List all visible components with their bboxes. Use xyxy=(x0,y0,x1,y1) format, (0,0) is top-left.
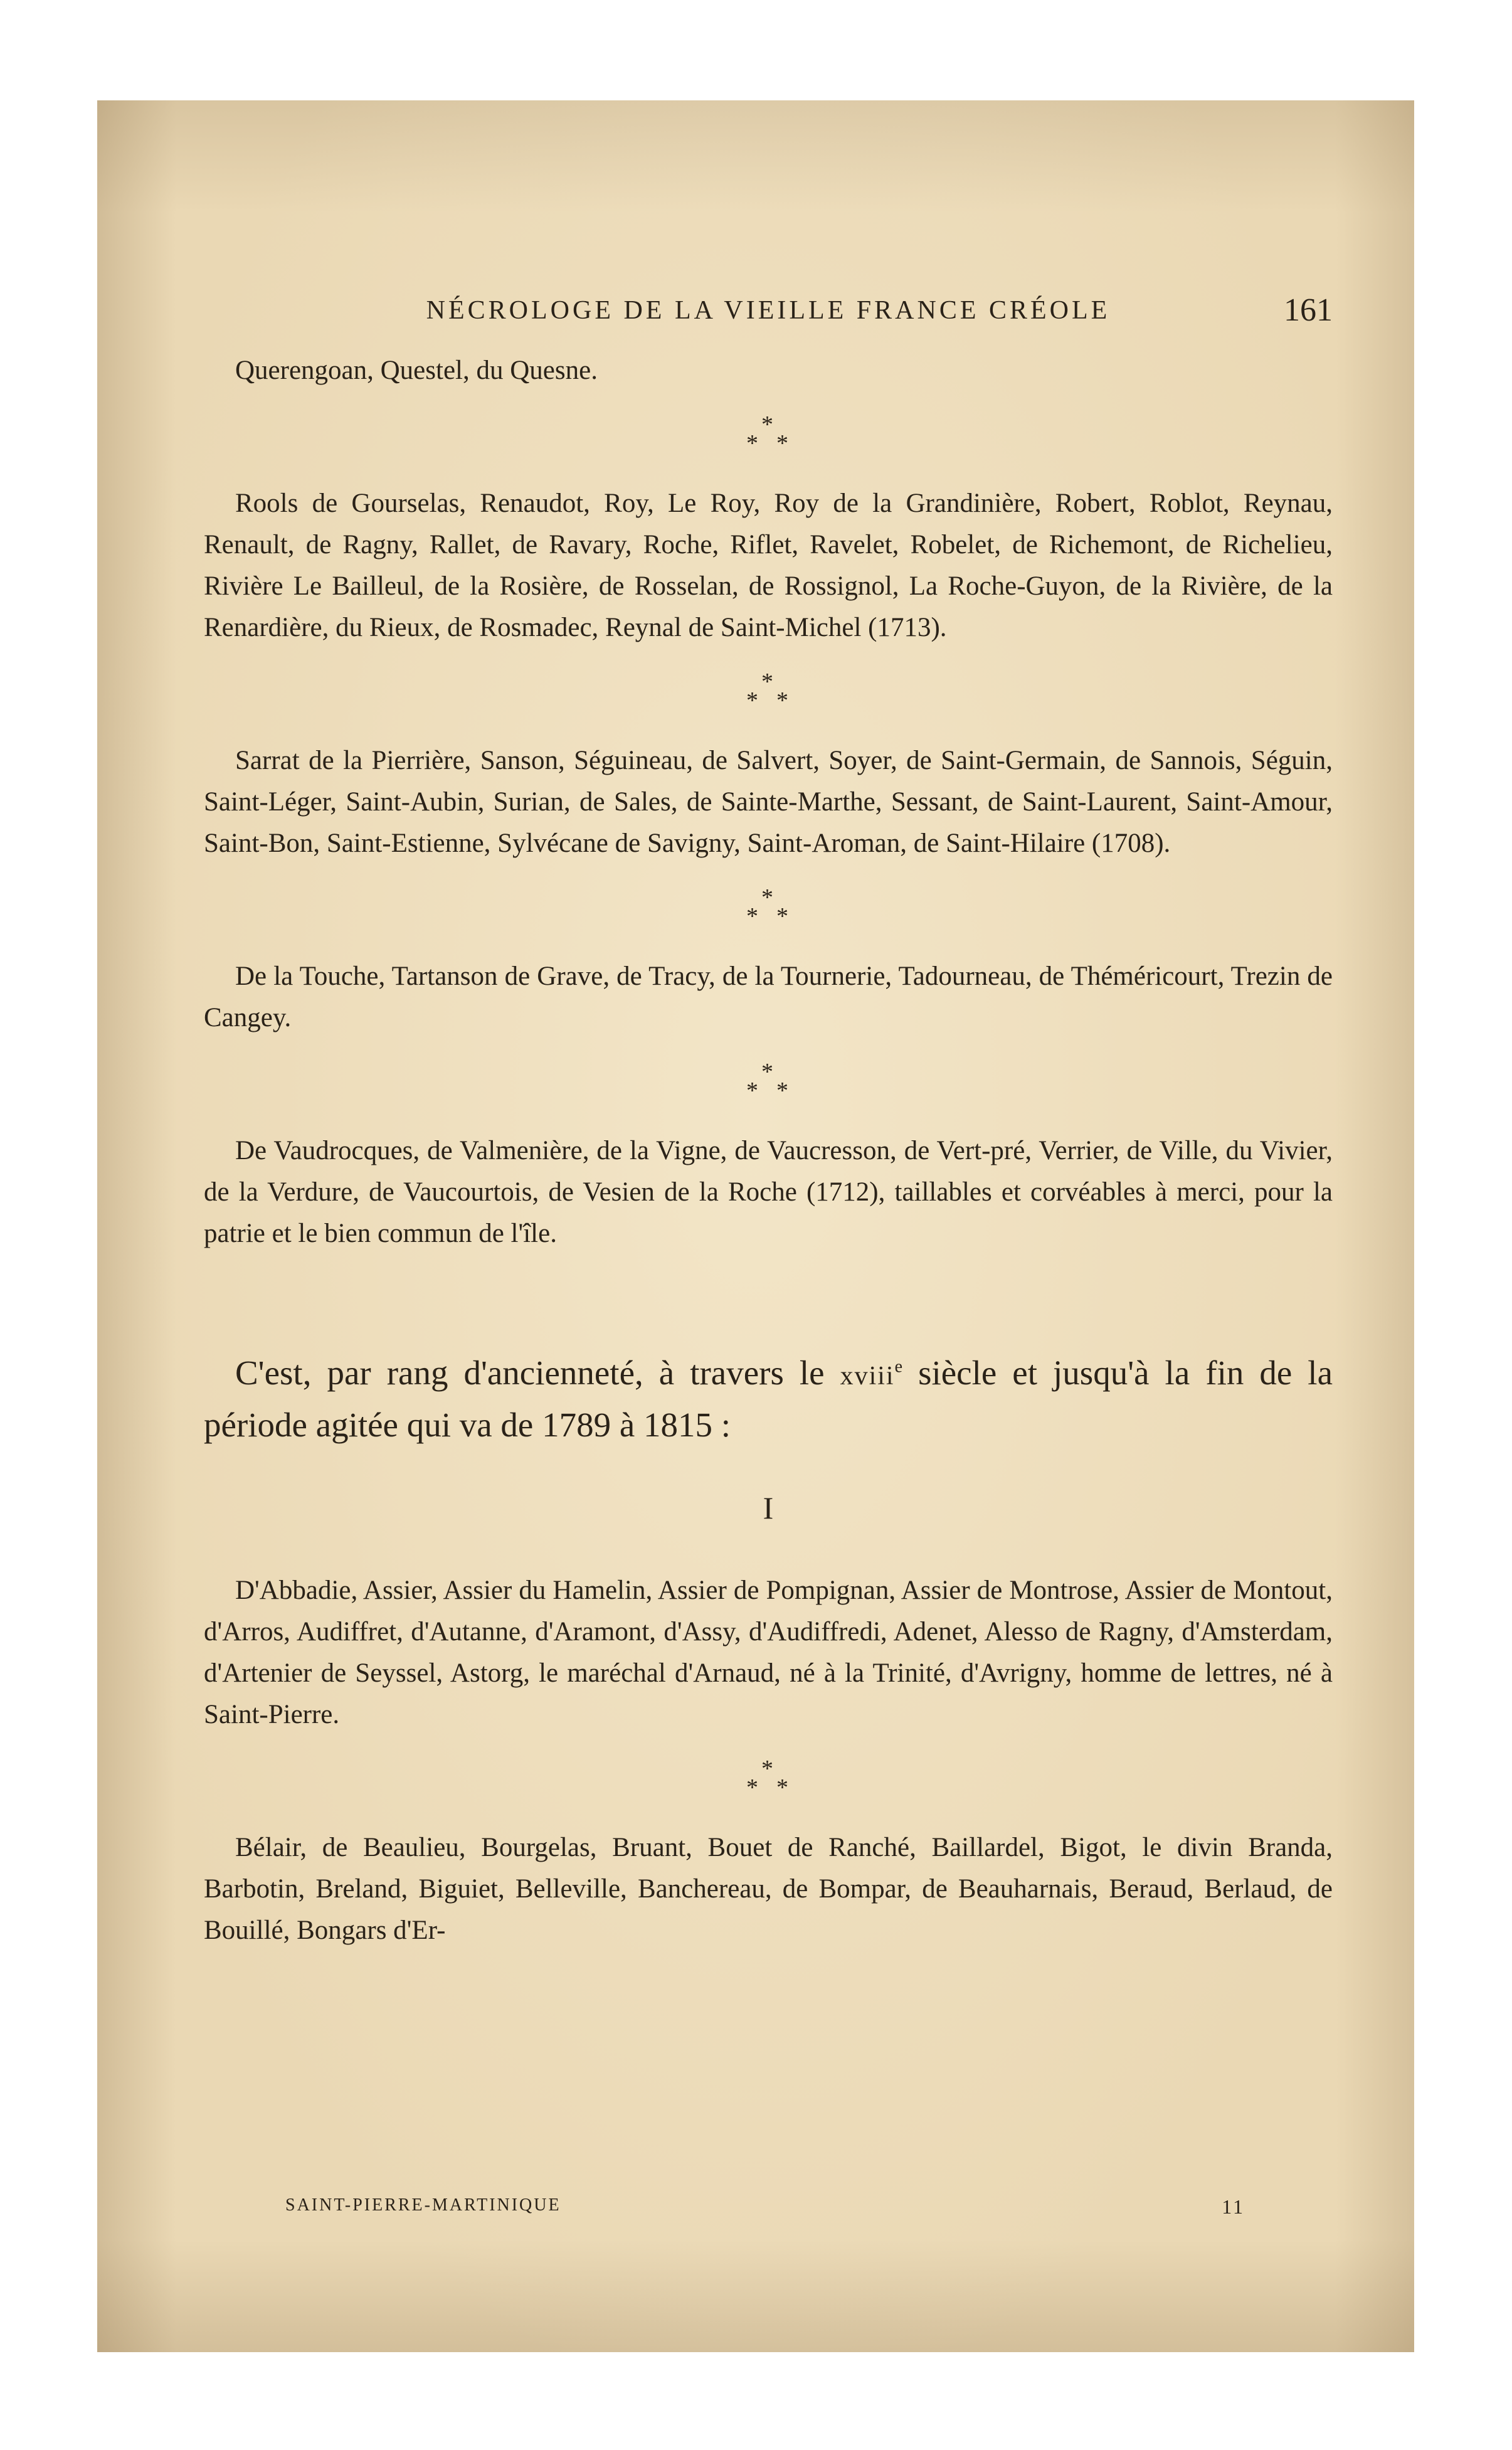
asterisk-glyph: * xyxy=(761,1059,773,1085)
asterisk-glyph: * xyxy=(761,884,773,911)
paragraph-q: Querengoan, Questel, du Quesne. xyxy=(235,356,598,385)
asterism-divider xyxy=(737,1060,800,1106)
paragraph-s: Sarrat de la Pierrière, Sanson, Séguineau, de Salvert, Soyer, de Saint-Germain, de Sannois, Séguin, Saint-Léger, Saint-Aubin, Surian, de Sales, de Sainte-Marthe, Sessant, de Saint-Laurent, Saint-Amour, Saint-Bon, Saint-Estienne, Sylvécane de Savigny, Saint-Aroman, de Saint-Hilaire (1708). xyxy=(204,746,1333,858)
asterisk-glyph: * xyxy=(746,1774,758,1801)
intro-paragraph xyxy=(204,1349,1333,1450)
asterism-divider xyxy=(737,886,800,932)
asterisk-glyph: * xyxy=(776,430,788,457)
asterisk-glyph: * xyxy=(761,669,773,695)
signature-number: 11 xyxy=(1222,2195,1245,2218)
asterisk-glyph: * xyxy=(761,411,773,438)
century-small-caps: xviii xyxy=(840,1362,895,1391)
running-title: NÉCROLOGE DE LA VIEILLE FRANCE CRÉOLE xyxy=(426,296,1111,325)
asterisk-glyph: * xyxy=(746,430,758,457)
asterisk-glyph: * xyxy=(746,687,758,714)
paragraph-r: Rools de Gourselas, Renaudot, Roy, Le Roy, Roy de la Grandinière, Robert, Roblot, Reynau, Renault, de Ragny, Rallet, de Ravary, Roche, Riflet, Ravelet, Robelet, de Richemont, de Richelieu, Rivière Le Bailleul, de la Rosière, de Rosselan, de Rossignol, La Roche-Guyon, de la Rivière, de la Renardière, du Rieux, de Rosmadec, Reynal de Saint-Michel (1713). xyxy=(204,489,1333,642)
asterisk-glyph: * xyxy=(776,1078,788,1104)
asterisk-glyph: * xyxy=(761,1756,773,1782)
book-page xyxy=(97,100,1414,2352)
asterisk-glyph: * xyxy=(746,903,758,930)
asterisk-glyph: * xyxy=(776,687,788,714)
page-number: 161 xyxy=(1284,292,1333,328)
intro-text-before: C'est, par rang d'ancienneté, à travers le xyxy=(235,1354,840,1392)
running-head xyxy=(204,289,1333,332)
signature-text: SAINT-PIERRE-MARTINIQUE xyxy=(285,2195,561,2215)
paragraph-a: D'Abbadie, Assier, Assier du Hamelin, Assier de Pompignan, Assier de Montrose, Assier de Montout, d'Arros, Audiffret, d'Autanne, d'Aramont, d'Assy, d'Audiffredi, Adenet, Alesso de Ragny, d'Amsterdam, d'Artenier de Seyssel, Astorg, le maréchal d'Arnaud, né à la Trinité, d'Avrigny, homme de lettres, né à Saint-Pierre. xyxy=(204,1576,1333,1729)
asterism-divider xyxy=(737,670,800,716)
asterism-divider xyxy=(737,1757,800,1803)
intro-text-after: siècle et jusqu'à la fin de la période agitée qui va de 1789 à 1815 : xyxy=(204,1354,1333,1444)
asterisk-glyph: * xyxy=(776,1774,788,1801)
paragraph-t: De la Touche, Tartanson de Grave, de Tracy, de la Tournerie, Tadourneau, de Théméricourt, Trezin de Cangey. xyxy=(204,962,1333,1032)
section-number: I xyxy=(763,1490,774,1525)
paragraph-b: Bélair, de Beaulieu, Bourgelas, Bruant, Bouet de Ranché, Baillardel, Bigot, le divin Branda, Barbotin, Breland, Biguiet, Belleville, Banchereau, de Bompar, de Beauharnais, Beraud, Berlaud, de Bouillé, Bongars d'Er- xyxy=(204,1833,1333,1945)
body-text xyxy=(204,350,1333,1951)
century-superscript: e xyxy=(894,1357,903,1377)
asterism-divider xyxy=(737,413,800,459)
asterisk-glyph: * xyxy=(746,1078,758,1104)
asterisk-glyph: * xyxy=(776,903,788,930)
printer-signature xyxy=(285,2195,1245,2227)
paragraph-v: De Vaudrocques, de Valmenière, de la Vigne, de Vaucresson, de Vert-pré, Verrier, de Ville, du Vivier, de la Verdure, de Vaucourtois, de Vesien de la Roche (1712), taillables et corvéables à merci, pour la patrie et le bien commun de l'île. xyxy=(204,1136,1333,1248)
